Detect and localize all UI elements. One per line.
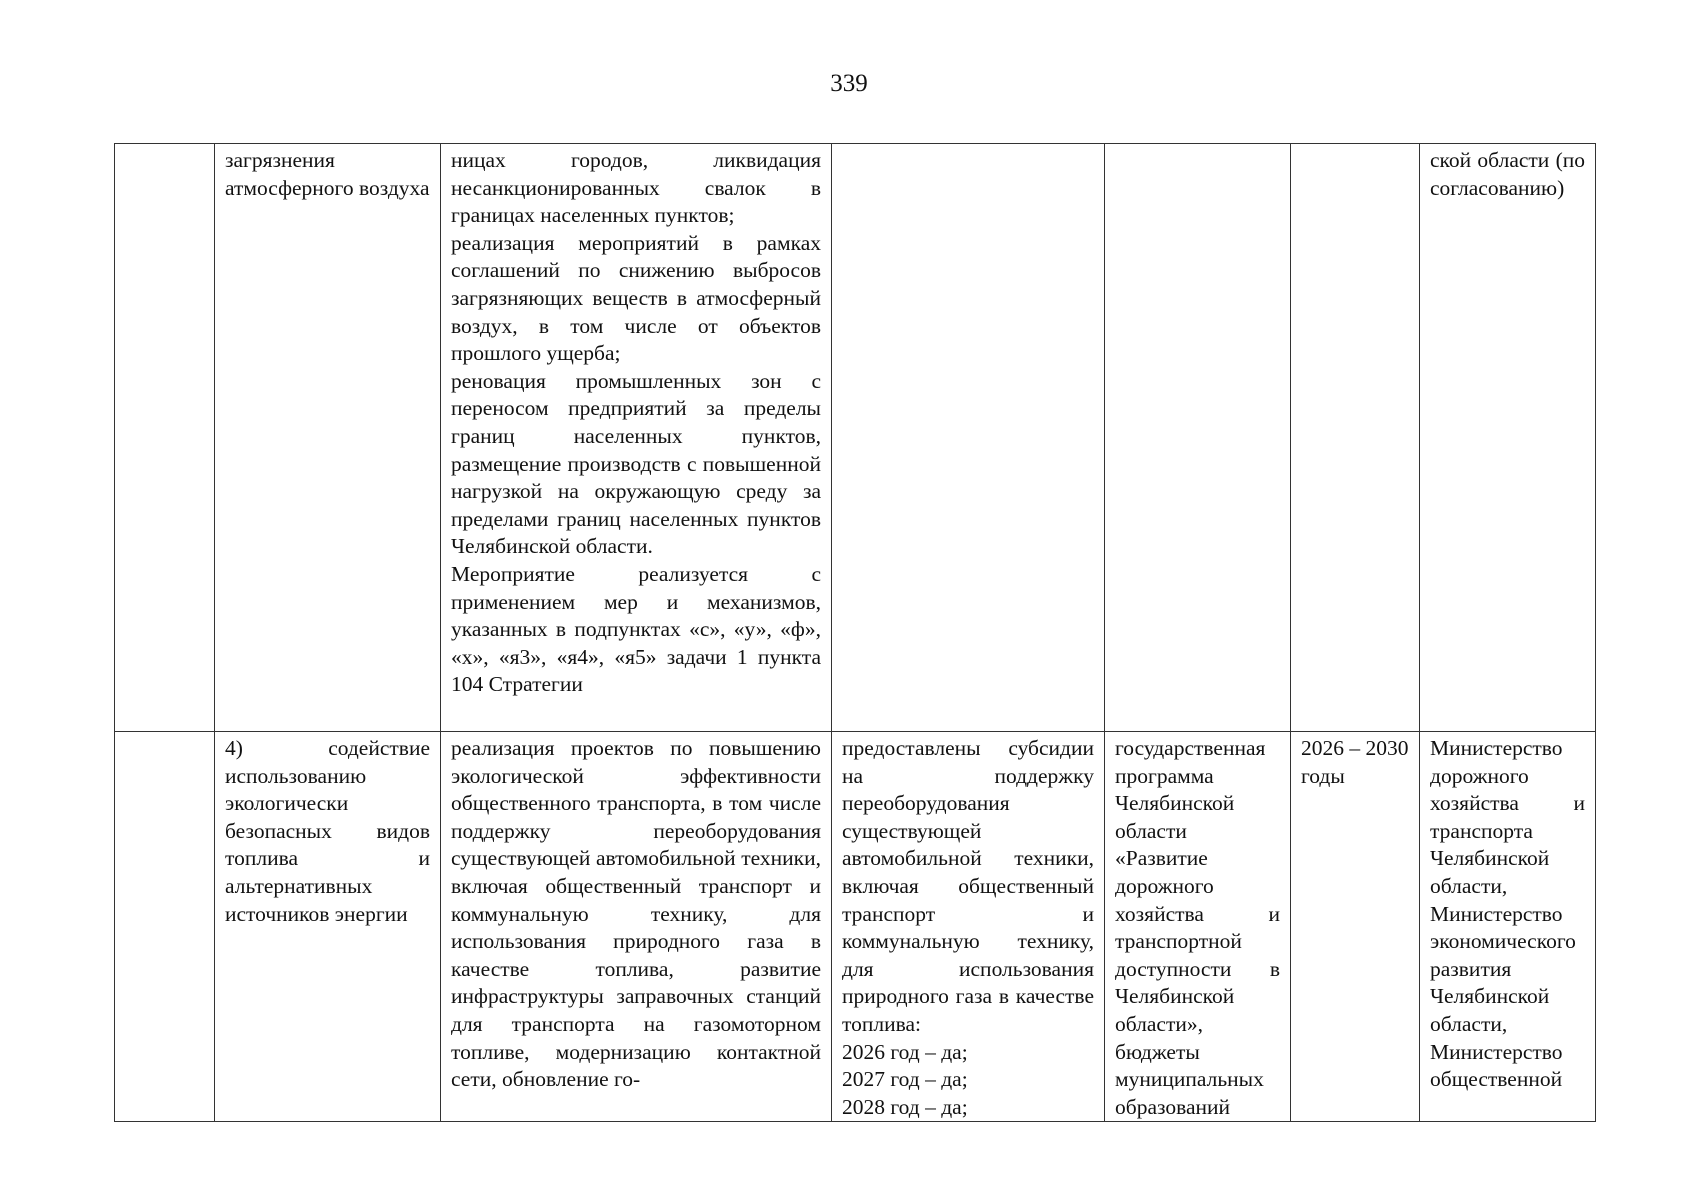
- row2-task-cell: 4) содействие использованию экологически безопасных видов топлива и альтернативных источников энергии: [215, 732, 441, 1122]
- row1-result-cell: [832, 144, 1105, 732]
- row1-measure-line-1: ницах городов, ликвидация несанкционированных свалок в границах населенных пунктов;: [451, 148, 821, 228]
- row2-result-line-1: предоставлены субсидии на поддержку переоборудования существующей автомобильной техники, включая общественный транспорт и коммунальную технику, для использования природного газа в качестве топлива:: [842, 736, 1094, 1036]
- row2-result-cell: [832, 732, 1105, 1122]
- row2-number-cell: [115, 732, 215, 1122]
- row2-result-line-4: 2028 год – да;: [842, 1094, 968, 1119]
- table-row: [115, 732, 1596, 1122]
- row1-measure-line-2: реализация мероприятий в рамках соглашений по снижению выбросов загрязняющих веществ в атмосферный воздух, в том числе от объектов прошлого ущерба;: [451, 230, 821, 366]
- row1-responsible-cell: ской области (по согласованию): [1420, 144, 1596, 732]
- row2-measures-cell: реализация проектов по повышению экологической эффективности общественного транспорта, в том числе поддержку переоборудования существующей автомобильной техники, включая общественный транспорт и коммунальную технику, для использования природного газа в качестве топлива, развитие инфраструктуры заправочных станций для транспорта на газомоторном топливе, модернизацию контактной сети, обновление го-: [441, 732, 832, 1122]
- page-number: 339: [830, 70, 868, 97]
- row2-source-cell: государственная программа Челябинской области «Развитие дорожного хозяйства и транспортной доступности в Челябинской области», бюджеты муниципальных образований: [1105, 732, 1291, 1122]
- row2-result-line-2: 2026 год – да;: [842, 1039, 968, 1064]
- row1-measure-line-4: Мероприятие реализуется с применением мер и механизмов, указанных в подпунктах «с», «у», «ф», «х», «я3», «я4», «я5» задачи 1 пункта 104 Стратегии: [451, 561, 821, 697]
- row1-task-cell: загрязнения атмосферного воздуха: [215, 144, 441, 732]
- row1-number-cell: [115, 144, 215, 732]
- row1-measure-line-3: реновация промышленных зон с переносом предприятий за пределы границ населенных пунктов, размещение производств с повышенной нагрузкой на окружающую среду за пределами границ населенных пунктов Челябинской области.: [451, 368, 821, 559]
- row1-measures-cell: [441, 144, 832, 732]
- row1-period-cell: [1291, 144, 1420, 732]
- row2-responsible-cell: Министерство дорожного хозяйства и транспорта Челябинской области, Министерство экономического развития Челябинской области, Министерство общественной: [1420, 732, 1596, 1122]
- row2-period-cell: 2026 – 2030 годы: [1291, 732, 1420, 1122]
- row1-source-cell: [1105, 144, 1291, 732]
- measures-table: [114, 143, 1596, 1122]
- row2-result-line-3: 2027 год – да;: [842, 1067, 968, 1092]
- table-row: [115, 144, 1596, 732]
